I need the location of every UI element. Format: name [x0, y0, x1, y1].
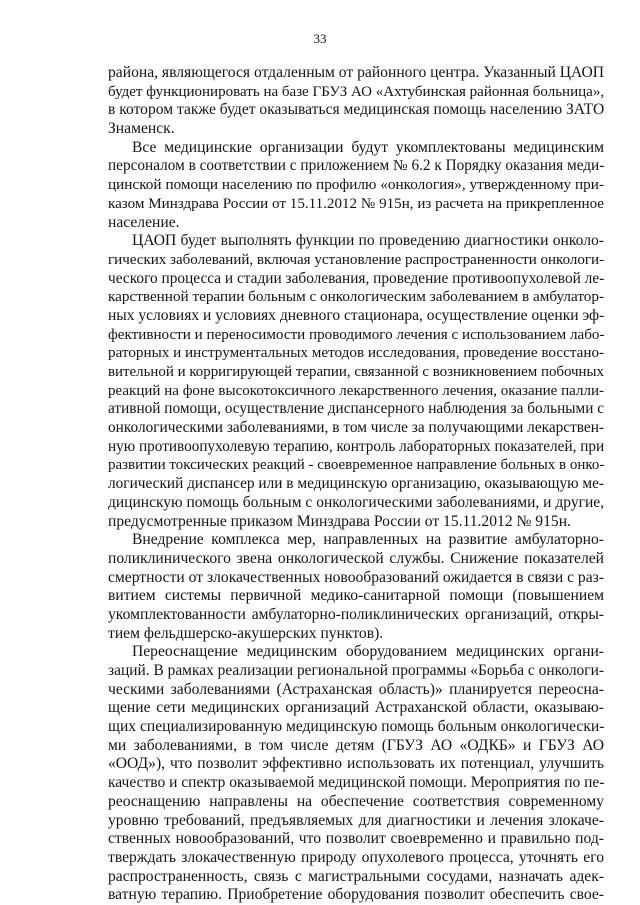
text-line: уровню требований, предъявляемых для диагностики и лечения злокаче-	[108, 811, 604, 829]
text-line: Внедрение комплекса мер, направленных на развитие амбулаторно-	[132, 531, 604, 549]
text-line: тверждать злокачественную природу опухолевого процесса, уточнять его	[108, 848, 604, 866]
text-line: дицинскую помощь больным с онкологическими заболеваниями, и другие,	[108, 493, 604, 511]
text-line: фективности и переносимости проводимого лечения с использованием лабо-	[108, 326, 605, 343]
text-line: качество и спектр оказываемой медицинской помощи. Мероприятия по пе-	[108, 774, 605, 792]
text-line: ческого процесса и стадии заболевания, проведение противоопухолевой ле-	[108, 269, 605, 287]
text-line: цинской помощи населению по профилю «онкология», утвержденному при-	[108, 176, 604, 194]
text-line: района, являющегося отдаленным от районного центра. Указанный ЦАОП	[108, 64, 604, 81]
body-text	[108, 64, 604, 905]
text-line: ных условиях и условиях дневного стационара, осуществление оценки эф-	[108, 306, 605, 324]
text-line: ческими заболеваниями (Астраханская область)» планируется переосна-	[108, 680, 604, 698]
text-line: карственной терапии больным с онкологическим заболеванием в амбулатор-	[108, 288, 605, 306]
text-line: укомплектованности амбулаторно-поликлинических организаций, откры-	[108, 605, 604, 623]
text-line: персоналом в соответствии с приложением № 6.2 к Порядку оказания меди-	[108, 157, 605, 175]
text-line: онкологическими заболеваниями, в том числе за получающими лекарствен-	[108, 419, 604, 437]
text-line: ативной помощи, осуществление диспансерного наблюдения за больными с	[108, 400, 604, 418]
text-line: население.	[108, 213, 180, 231]
text-line: витием системы первичной медико-санитарной помощи (повышением	[108, 587, 604, 605]
text-line: щение сети медицинских организаций Астраханской области, оказываю-	[108, 699, 604, 717]
text-line: раторных и инструментальных методов исследования, проведение восстано-	[108, 344, 605, 362]
text-line: реоснащению направлены на обеспечение соответствия современному	[108, 792, 604, 810]
text-line: предусмотренные приказом Минздрава России от 15.11.2012 № 915н.	[108, 512, 571, 530]
text-line: ственных новообразований, что позволит своевременно и правильно под-	[108, 830, 604, 848]
text-line: ЦАОП будет выполнять функции по проведению диагностики онколо-	[132, 232, 604, 250]
text-line: поликлинического звена онкологической службы. Снижение показателей	[108, 549, 604, 567]
text-line: смертности от злокачественных новообразований ожидается в связи с раз-	[108, 568, 604, 586]
text-line: ми заболеваниями, в том числе детям (ГБУЗ АО «ОДКБ» и ГБУЗ АО	[108, 736, 604, 754]
text-line: гических заболеваний, включая установление распространенности онкологи-	[108, 251, 605, 268]
text-line: в котором также будет оказываться медицинская помощь населению ЗАТО	[108, 101, 605, 119]
text-line: казом Минздрава России от 15.11.2012 № 915н, из расчета на прикрепленное	[108, 195, 604, 212]
text-line: будет функционировать на базе ГБУЗ АО «Ахтубинская районная больница»,	[108, 83, 605, 100]
text-line: логический диспансер или в медицинскую организацию, оказывающую ме-	[108, 475, 604, 493]
text-line: Знаменск.	[108, 120, 175, 138]
text-line: вительной и корригирующей терапии, связанной с возникновением побочных	[108, 364, 604, 380]
text-line: «ООД»), что позволит эффективно использовать их потенциал, улучшить	[108, 755, 604, 773]
text-line: ную противоопухолевую терапию, контроль лабораторных показателей, при	[108, 437, 605, 455]
text-line: ватную терапию. Приобретение оборудования позволит обеспечить свое-	[108, 886, 604, 904]
text-line: заций. В рамках реализации региональной программы «Борьба с онкологи-	[108, 662, 605, 679]
text-line: распространенность, связь с магистральными сосудами, назначать адек-	[108, 867, 604, 885]
text-line: Переоснащение медицинским оборудованием медицинских органи-	[132, 643, 604, 661]
text-line: развитии токсических реакций - своевременное направление больных в онко-	[108, 457, 605, 474]
text-line: реакций на фоне высокотоксичного лекарственного лечения, оказание палли-	[108, 382, 604, 399]
text-line: щих специализированную медицинскую помощь больным онкологически-	[108, 718, 605, 736]
page-number: 33	[313, 31, 327, 46]
text-line: Все медицинские организации будут укомплектованы медицинским	[132, 138, 604, 156]
text-line: тием фельдшерско-акушерских пунктов).	[108, 624, 384, 642]
